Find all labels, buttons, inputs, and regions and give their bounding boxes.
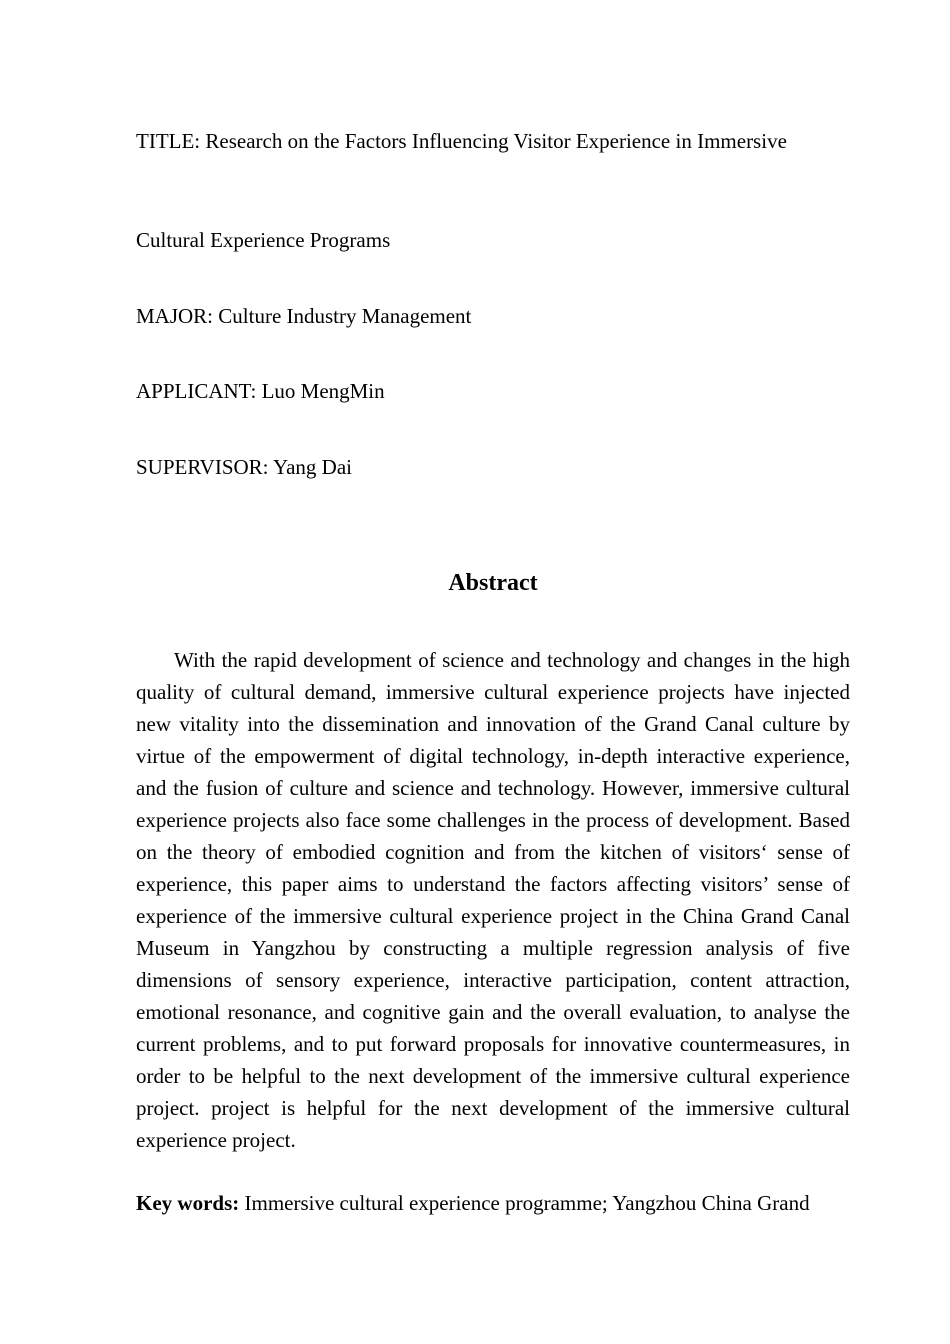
keywords-label: Key words: xyxy=(136,1191,240,1215)
title-text-line-1: Research on the Factors Influencing Visitor Experience in Immersive xyxy=(205,129,787,153)
abstract-heading: Abstract xyxy=(448,570,538,596)
title-line-1 xyxy=(136,128,787,154)
title-line-2 xyxy=(136,227,390,253)
major-line xyxy=(136,303,471,329)
major-value: Culture Industry Management xyxy=(218,304,472,328)
applicant-line xyxy=(136,378,385,404)
applicant-label: APPLICANT: xyxy=(136,379,257,403)
keywords-line xyxy=(136,1187,850,1219)
keywords-value: Immersive cultural experience programme; Yangzhou China Grand xyxy=(244,1191,810,1215)
major-label: MAJOR: xyxy=(136,304,214,328)
applicant-value: Luo MengMin xyxy=(261,379,385,403)
title-label: TITLE: xyxy=(136,129,201,153)
supervisor-value: Yang Dai xyxy=(273,455,352,479)
supervisor-line xyxy=(136,454,352,480)
title-text-line-2: Cultural Experience Programs xyxy=(136,228,391,252)
supervisor-label: SUPERVISOR: xyxy=(136,455,269,479)
abstract-body: With the rapid development of science and technology and changes in the high quality of cultural demand, immersive cultural experience projects have injected new vitality into the dissemination and innovation of the Grand Canal culture by virtue of the empowerment of digital technology, in-depth interactive experience, and the fusion of culture and science and technology. However, immersive cultural experience projects also face some challenges in the process of development. Based on the theory of embodied cognition and from the kitchen of visitors‘ sense of experience, this paper aims to understand the factors affecting visitors’ sense of experience of the immersive cultural experience project in the China Grand Canal Museum in Yangzhou by constructing a multiple regression analysis of five dimensions of sensory experience, interactive participation, content attraction, emotional resonance, and cognitive gain and the overall evaluation, to analyse the current problems, and to put forward proposals for innovative countermeasures, in order to be helpful to the next development of the immersive cultural experience project. project is helpful for the next development of the immersive cultural experience project. xyxy=(136,648,850,1152)
